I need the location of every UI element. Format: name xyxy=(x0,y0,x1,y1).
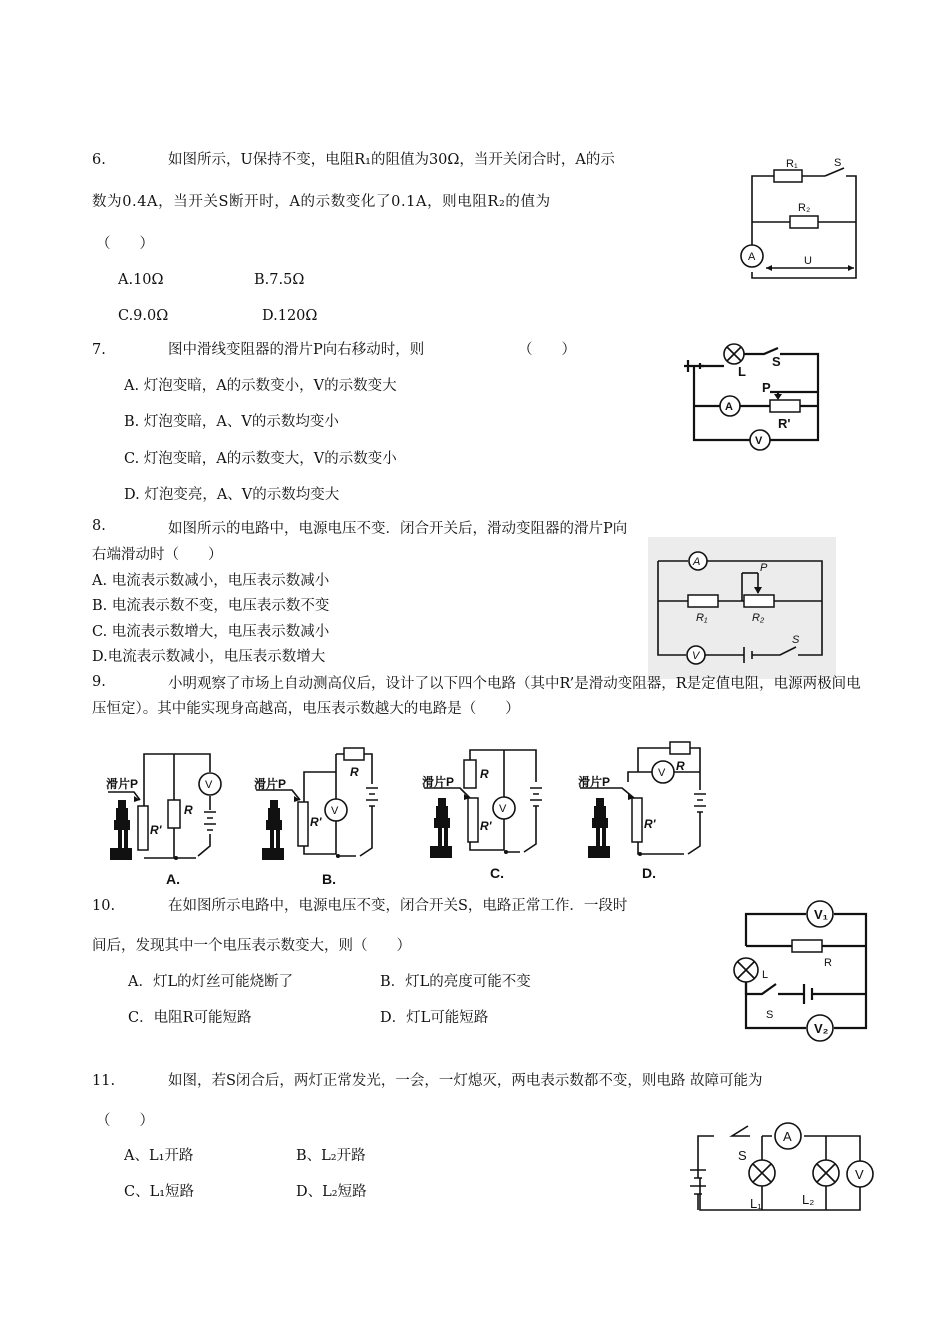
q8-label-r1: R₁ xyxy=(696,612,708,624)
q7-option-c: C. 灯泡变暗，A的示数变大，V的示数变小 xyxy=(124,451,397,467)
q9a-voltmeter-v: V xyxy=(205,779,213,791)
q6-number: 6. xyxy=(92,152,106,168)
q10-voltmeter-v2: V₂ xyxy=(814,1021,829,1036)
q10-label-l: L xyxy=(762,969,769,981)
q6-label-s: S xyxy=(834,157,842,169)
q7-number: 7. xyxy=(92,342,106,358)
q10-number: 10. xyxy=(92,898,116,914)
q7-stem: 图中滑线变阻器的滑片P向右移动时，则 xyxy=(168,342,425,358)
q9a-slider-label: 滑片P xyxy=(106,777,139,791)
q6-stem-line1: 如图所示，U保持不变，电阻R₁的阻值为30Ω，当开关闭合时，A的示 xyxy=(168,152,615,168)
q8-number: 8. xyxy=(92,518,106,534)
q10-option-b: B．灯L的亮度可能不变 xyxy=(380,974,531,990)
q11-label-l1: L₁ xyxy=(750,1196,762,1211)
q9-panel-d-diagram xyxy=(576,742,706,882)
q11-stem: 如图，若S闭合后，两灯正常发光，一会，一灯熄灭，两电表示数都不变，则电路 故障可能为 xyxy=(168,1073,763,1089)
q9d-voltmeter-v: V xyxy=(658,767,666,779)
q11-ammeter-a: A xyxy=(783,1129,792,1144)
q9-panel-b-diagram xyxy=(252,744,382,887)
q9-panel-a-diagram xyxy=(104,750,234,890)
q10-label-s: S xyxy=(766,1009,774,1021)
q9c-label-r: R xyxy=(480,767,489,781)
q8-circuit-diagram xyxy=(648,537,836,679)
q8-label-p: P xyxy=(760,562,768,574)
q9b-slider-label: 滑片P xyxy=(254,777,287,791)
q10-option-c: C．电阻R可能短路 xyxy=(128,1010,252,1026)
q7-option-a: A. 灯泡变暗，A的示数变小，V的示数变大 xyxy=(124,378,397,394)
q9d-label-r-prime: R' xyxy=(644,817,656,831)
q10-option-a: A．灯L的灯丝可能烧断了 xyxy=(128,974,294,990)
q9-panel-label-b: B. xyxy=(322,871,336,887)
q9b-voltmeter-v: V xyxy=(331,805,339,817)
q11-label-s: S xyxy=(738,1148,747,1163)
q9-panel-label-a: A. xyxy=(166,871,180,887)
q9a-label-r-prime: R' xyxy=(150,823,162,837)
q6-label-u: U xyxy=(804,255,812,267)
q7-option-d: D. 灯泡变亮，A、V的示数均变大 xyxy=(124,487,340,503)
q8-option-a: A. 电流表示数减小，电压表示数减小 xyxy=(92,573,330,589)
q8-label-s: S xyxy=(792,634,800,646)
q6-label-r1: R₁ xyxy=(786,158,798,170)
q11-circuit-diagram xyxy=(686,1118,896,1218)
q10-label-r: R xyxy=(824,957,832,969)
q8-voltmeter-v: V xyxy=(692,650,700,662)
q11-blank: （ ） xyxy=(96,1113,154,1129)
q9c-label-r-prime: R' xyxy=(480,819,492,833)
q7-voltmeter-v: V xyxy=(755,435,763,447)
q9d-slider-label: 滑片P xyxy=(578,775,611,789)
q8-ammeter-a: A xyxy=(693,556,701,568)
q8-option-c: C. 电流表示数增大，电压表示数减小 xyxy=(92,624,330,640)
q9b-label-r: R xyxy=(350,765,359,779)
q11-option-d: D、L₂短路 xyxy=(296,1184,367,1200)
q7-label-r-prime: R' xyxy=(778,416,791,431)
q9c-voltmeter-v: V xyxy=(499,803,507,815)
q7-label-l: L xyxy=(738,364,746,379)
q11-option-b: B、L₂开路 xyxy=(296,1148,366,1164)
q11-option-a: A、L₁开路 xyxy=(124,1148,194,1164)
q8-label-r2: R₂ xyxy=(752,612,765,624)
q10-stem-line2: 间后，发现其中一个电压表示数变大，则（ ） xyxy=(92,938,411,954)
q6-ammeter-a: A xyxy=(748,251,756,263)
q6-blank: （ ） xyxy=(96,236,154,252)
q6-option-c: C.9.0Ω xyxy=(118,308,169,324)
q9-stem: 小明观察了市场上自动测高仪后，设计了以下四个电路（其中R’是滑动变阻器，R是定值电阻，电源两极间电压恒定）。其中能实现身高越高，电压表示数越大的电路是（ ） xyxy=(92,676,861,717)
q7-label-p: P xyxy=(762,380,771,395)
q11-number: 11. xyxy=(92,1073,116,1089)
q9-number: 9. xyxy=(92,674,106,690)
q7-label-s: S xyxy=(772,354,781,369)
q11-label-l2: L₂ xyxy=(802,1192,815,1207)
q10-stem-line1: 在如图所示电路中，电源电压不变，闭合开关S，电路正常工作．一段时 xyxy=(168,898,628,914)
q6-option-a: A.10Ω xyxy=(118,272,164,288)
q9a-label-r: R xyxy=(184,803,193,817)
q9-panel-label-d: D. xyxy=(642,865,656,881)
q7-blank: （ ） xyxy=(518,342,576,358)
q6-label-r2: R₂ xyxy=(798,202,811,214)
q6-stem-line2: 数为0.4A，当开关S断开时，A的示数变化了0.1A，则电阻R₂的值为 xyxy=(92,194,551,210)
q6-option-b: B.7.5Ω xyxy=(254,272,305,288)
q7-circuit-diagram xyxy=(678,336,828,466)
q9c-slider-label: 滑片P xyxy=(422,775,455,789)
q9-panel-c-diagram xyxy=(420,740,550,880)
q7-ammeter-a: A xyxy=(725,401,733,413)
q11-option-c: C、L₁短路 xyxy=(124,1184,195,1200)
q8-option-d: D.电流表示数减小，电压表示数增大 xyxy=(92,649,326,665)
q7-option-b: B. 灯泡变暗，A、V的示数均变小 xyxy=(124,414,339,430)
q8-option-b: B. 电流表示数不变，电压表示数不变 xyxy=(92,598,330,614)
q9b-label-r-prime: R' xyxy=(310,815,322,829)
q8-stem: 如图所示的电路中，电源电压不变．闭合开关后，滑动变阻器的滑片P向右端滑动时（ ） xyxy=(92,521,628,563)
q10-voltmeter-v1: V₁ xyxy=(814,907,829,922)
q6-option-d: D.120Ω xyxy=(262,308,318,324)
q10-option-d: D．灯L可能短路 xyxy=(380,1010,489,1026)
q9-panel-label-c: C. xyxy=(490,865,504,881)
q11-voltmeter-v: V xyxy=(855,1167,864,1182)
q10-circuit-diagram xyxy=(732,894,872,1044)
q9d-label-r: R xyxy=(676,759,685,773)
q6-circuit-diagram xyxy=(730,158,870,282)
